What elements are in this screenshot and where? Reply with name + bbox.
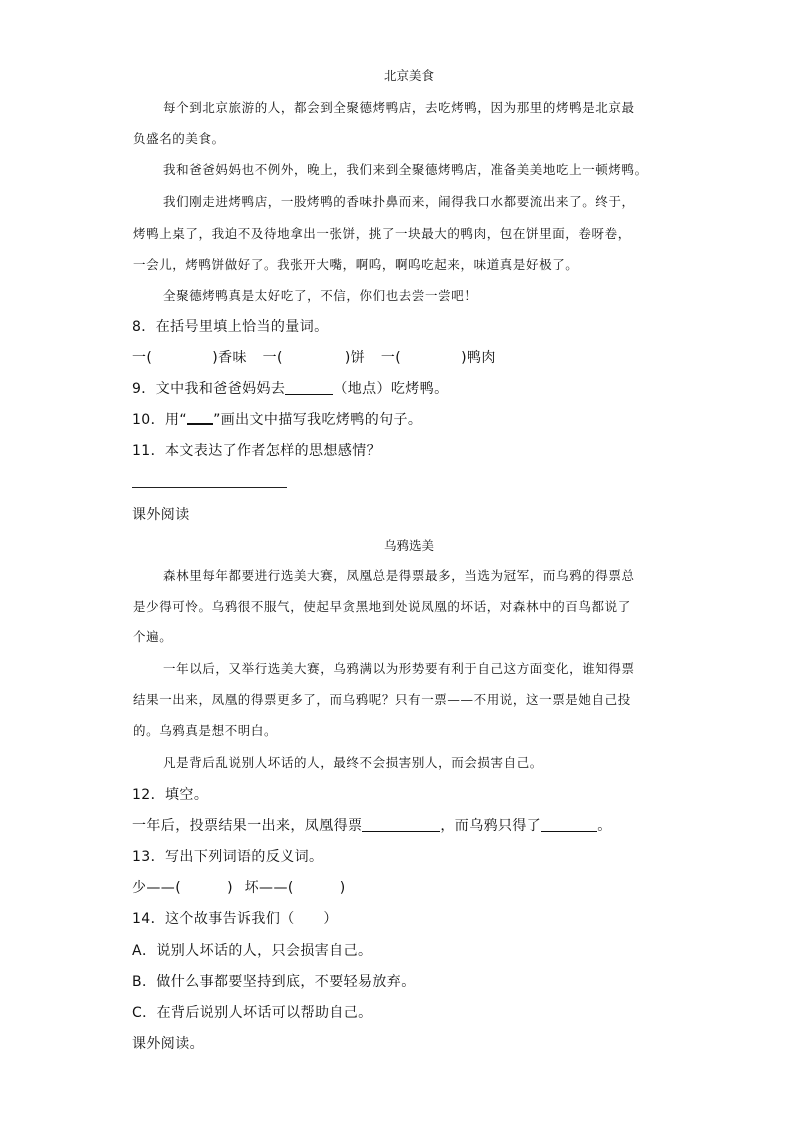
q12-text-b: ，而乌鸦只得了 <box>440 818 542 834</box>
q13-item-prefix: 少——( <box>132 880 182 896</box>
answer-blank[interactable] <box>285 380 333 395</box>
story1-line: 烤鸭上桌了，我迫不及待地拿出一张饼，挑了一块最大的鸭肉，包在饼里面，卷呀卷， <box>133 226 631 241</box>
question-9 <box>132 380 449 398</box>
question-8: 8．在括号里填上恰当的量词。 <box>132 319 329 335</box>
underline-sample <box>187 411 213 425</box>
story1-line: 每个到北京旅游的人，都会到全聚德烤鸭店，去吃烤鸭，因为那里的烤鸭是北京最 <box>163 100 635 115</box>
footer-section-label: 课外阅读。 <box>132 1036 204 1052</box>
story2-line: 的。乌鸦真是想不明白。 <box>133 723 278 738</box>
story2-line: 结果一出来，凤凰的得票更多了，而乌鸦呢？只有一票——不用说，这一票是她自己投 <box>133 692 631 707</box>
question-13-blanks <box>132 879 346 897</box>
answer-blank[interactable] <box>362 817 440 832</box>
question-13: 13．写出下列词语的反义词。 <box>132 849 324 865</box>
answer-line[interactable] <box>132 487 287 488</box>
section-label: 课外阅读 <box>132 507 190 523</box>
story1-line: 一会儿，烤鸭饼做好了。我张开大嘴，啊呜，啊呜吃起来，味道真是好极了。 <box>133 257 579 272</box>
story2-line: 是少得可怜。乌鸦很不服气，使起早贪黑地到处说凤凰的坏话，对森林中的百鸟都说了 <box>133 599 631 614</box>
question-11: 11．本文表达了作者怎样的思想感情？ <box>132 443 382 459</box>
q13-item-suffix: ) <box>227 880 233 896</box>
q12-text-c: 。 <box>597 818 612 834</box>
q10-text-before: 10．用“ <box>132 412 188 428</box>
option-a[interactable]: A．说别人坏话的人，只会损害自己。 <box>132 943 373 959</box>
story2-title: 乌鸦选美 <box>384 538 435 553</box>
q8-item-suffix: )鸭肉 <box>461 350 496 366</box>
story1-line: 负盛名的美食。 <box>133 131 225 146</box>
story1-line: 全聚德烤鸭真是太好吃了，不信，你们也去尝一尝吧！ <box>163 288 478 303</box>
question-8-blanks <box>132 349 496 367</box>
story2-line: 森林里每年都要进行选美大赛，凤凰总是得票最多，当选为冠军，而乌鸦的得票总 <box>163 568 635 583</box>
q8-item-prefix: 一( <box>380 350 402 366</box>
story1-line: 我们刚走进烤鸭店，一股烤鸭的香味扑鼻而来，闹得我口水都要流出来了。终于， <box>163 194 635 209</box>
story1-title: 北京美食 <box>384 68 435 83</box>
q8-item-suffix: )饼 <box>344 350 366 366</box>
story2-line: 一年以后，又举行选美大赛，乌鸦满以为形势要有利于自己这方面变化，谁知得票 <box>163 661 635 676</box>
q8-item-prefix: 一( <box>262 350 283 366</box>
q9-text-after: （地点）吃烤鸭。 <box>333 381 449 397</box>
option-b[interactable]: B．做什么事都要坚持到底，不要轻易放弃。 <box>132 974 416 990</box>
q12-text-a: 一年后，投票结果一出来，凤凰得票 <box>132 818 363 834</box>
question-12: 12．填空。 <box>132 787 209 803</box>
story2-line: 个遍。 <box>133 629 173 644</box>
answer-blank[interactable] <box>541 817 597 832</box>
story2-line: 凡是背后乱说别人坏话的人，最终不会损害别人，而会损害自己。 <box>163 755 543 770</box>
q8-item-suffix: )香味 <box>212 350 247 366</box>
option-c[interactable]: C．在背后说别人坏话可以帮助自己。 <box>132 1005 373 1021</box>
q9-text-before: 9．文中我和爸爸妈妈去 <box>132 381 286 397</box>
q13-item-suffix: ) <box>339 880 346 896</box>
q8-item-prefix: 一( <box>132 350 153 366</box>
q10-text-after: ”画出文中描写我吃烤鸭的句子。 <box>213 412 423 428</box>
question-12-sentence <box>132 817 612 835</box>
q13-item-prefix: 坏——( <box>244 880 294 896</box>
story1-line: 我和爸爸妈妈也不例外，晚上，我们来到全聚德烤鸭店，准备美美地吃上一顿烤鸭。 <box>163 162 648 177</box>
question-10 <box>132 411 422 429</box>
question-14: 14．这个故事告诉我们（ ） <box>132 911 338 927</box>
